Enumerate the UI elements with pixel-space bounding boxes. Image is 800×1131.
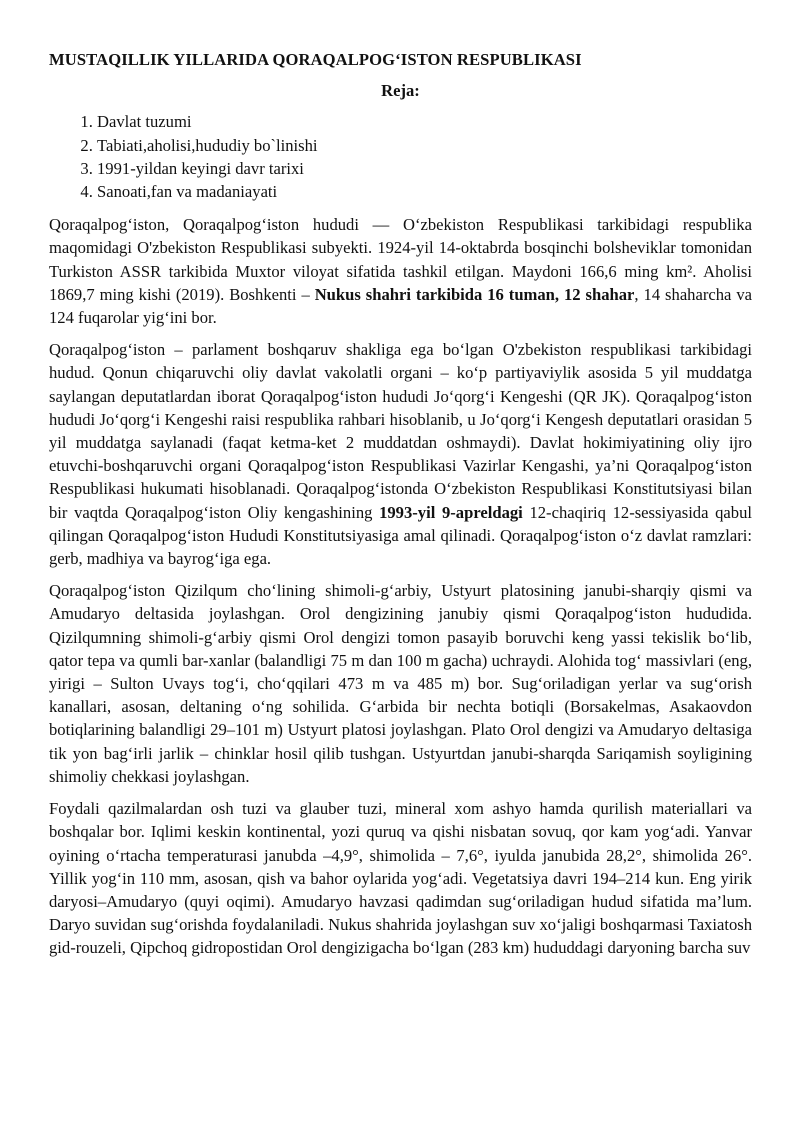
paragraph-text: Qoraqalpog‘iston Qizilqum cho‘lining shimoli-g‘arbiy, Ustyurt platosining janubi-sharqiy qismi va Amudaryo deltasida joylashgan. Orol dengizining janubiy qismi Qoraqalpog‘iston hududida. Qizilqumning shimoli-g‘arbiy qismi Orol dengizi tomon pasayib boruvchi keng yassi tekislik bo‘lib, qator tepa va qumli bar-xanlar (balandligi 75 m dan 100 m gacha) uchraydi. Alohida tog‘ massivlari (eng, yirigi – Sulton Uvays tog‘i, cho‘qqilari 473 m va 485 m) bor. Sug‘oriladigan yerlar va sug‘orish kanallari, asosan, deltaning o‘ng sohilida. G‘arbida bir nechta botiqli (Borsakelmas, Asakaovdon botiqlarining balandligi 29–101 m) Ustyurt platosi joylashgan. Plato Orol dengizi va Amudaryo deltasiga tik yon bag‘irli jarlik – chinklar hosil qilib tushgan. Ustyurtdan janubi-sharqda Sariqamish soyligining shimoliy chekkasi joylashgan. — [49, 581, 752, 786]
paragraph-text: Foydali qazilmalardan osh tuzi va glauber tuzi, mineral xom ashyo hamda qurilish materiallari va boshqalar bor. Iqlimi keskin kontinental, yozi quruq va qishi nisbatan sovuq, qor kam yog‘adi. Yanvar oyining o‘rtacha temperaturasi janubda –4,9°, shimolida – 7,6°, iyulda janubida 28,2°, shimolida 26°. Yillik yog‘in 110 mm, asosan, qish va bahor oylarida yog‘adi. Vegetatsiya davri 194–214 kun. Eng yirik daryosi–Amudaryo (quyi oqimi). Amudaryo havzasi qadimdan sug‘oriladigan hudud sifatida ma’lum. Daryo suvidan sug‘orishda foydalaniladi. Nukus shahrida joylashgan suv xo‘jaligi boshqarmasi Taxiatosh gid-rouzeli, Qipchoq gidropostidan Orol dengizigacha bo‘lgan (283 km) hududdagi daryoning barcha suv — [49, 799, 752, 958]
paragraph-government — [49, 338, 752, 570]
paragraph-bold-text: Nukus shahri tarkibida 16 tuman, 12 shahar — [314, 284, 635, 304]
document-title: MUSTAQILLIK YILLARIDA QORAQALPOG‘ISTON RESPUBLIKASI — [49, 50, 582, 69]
plan-list — [49, 110, 752, 203]
plan-item: 3. 1991-yildan keyingi davr tarixi — [97, 157, 752, 180]
plan-item: 4. Sanoati,fan va madaniayati — [97, 180, 752, 203]
plan-item: 1. Davlat tuzumi — [97, 110, 752, 133]
paragraph-bold-text: 1993-yil 9-apreldagi — [379, 502, 523, 522]
paragraph-text: Qoraqalpog‘iston, Qoraqalpog‘iston hududi — O‘zbekiston Respublikasi tarkibidagi respublika maqomidagi O'zbekiston Respublikasi subyekti. 1924-yil 14-oktabrda bosqinchi bolsheviklar tomonidan Turkiston ASSR tarkibida Muxtor viloyat sifatida tashkil etilgan. Maydoni 166,6 ming km². Aholisi 1869,7 ming kishi (2019). Boshkenti – — [49, 215, 752, 304]
paragraph-text: 12-chaqiriq 12-sessiyasida qabul qilingan Qoraqalpog‘iston Hududi Konstitutsiyasiga amal qilinadi. Qoraqalpog‘iston o‘z davlat ramzlari: gerb, madhiya va bayrog‘iga ega. — [49, 502, 752, 569]
paragraph-text: , 14 shaharcha va 124 fuqarolar yig‘ini bor. — [49, 284, 753, 328]
paragraph-geography — [49, 579, 752, 788]
plan-heading: Reja: — [381, 81, 420, 101]
plan-item: 2. Tabiati,aholisi,hududiy bo`linishi — [97, 134, 752, 157]
paragraph-overview — [49, 213, 752, 329]
paragraph-text: Qoraqalpog‘iston – parlament boshqaruv shakliga ega bo‘lgan O'zbekiston respublikasi tarkibidagi hudud. Qonun chiqaruvchi oliy davlat vakolatli organi – ko‘p partiyaviylik asosida 5 yil muddatga saylangan deputatlardan iborat Qoraqalpog‘iston hududi Jo‘qorg‘i Kengeshi (QR JK). Qoraqalpog‘iston hududi Jo‘qorg‘i Kengeshi raisi respublika rahbari hisoblanib, u Jo‘qorg‘i Kengesh deputatlari orasidan 5 yil muddatga saylanadi (faqat ketma-ket 2 muddatdan oshmaydi). Davlat hokimiyatining oliy ijro etuvchi-boshqaruvchi organi Qoraqalpog‘iston Respublikasi Vazirlar Kengashi, ya’ni Qoraqalpog‘iston Respublikasi hukumati hisoblanadi. Qoraqalpog‘istonda O‘zbekiston Respublikasi Konstitutsiyasi bilan bir vaqtda Qoraqalpog‘iston Oliy kengashining — [49, 340, 752, 522]
paragraph-climate — [49, 797, 752, 959]
document-page — [49, 48, 752, 969]
